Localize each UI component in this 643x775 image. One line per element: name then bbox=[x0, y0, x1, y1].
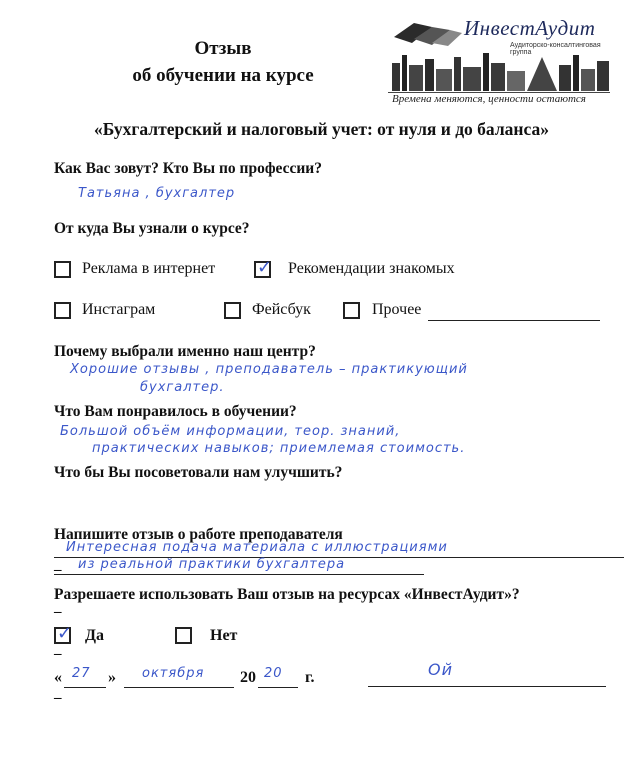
checkbox-instagram[interactable] bbox=[54, 302, 71, 319]
option-ads-label: Реклама в интернет bbox=[82, 260, 216, 277]
signature-line bbox=[368, 686, 606, 687]
other-input-line[interactable] bbox=[428, 320, 600, 321]
checkbox-ads[interactable] bbox=[54, 261, 71, 278]
question-why: Почему выбрали именно наш центр? bbox=[54, 343, 316, 360]
margin-dash: – bbox=[54, 646, 62, 662]
checkmark-icon: ✓ bbox=[257, 257, 273, 278]
signature: Ой bbox=[428, 660, 453, 679]
date-close-quote: » bbox=[108, 669, 116, 686]
checkbox-no[interactable] bbox=[175, 627, 192, 644]
option-friends-label: Рекомендации знакомых bbox=[288, 260, 455, 277]
checkbox-facebook[interactable] bbox=[224, 302, 241, 319]
checkbox-other[interactable] bbox=[343, 302, 360, 319]
title-line-1: Отзыв bbox=[194, 38, 252, 59]
date-year-line bbox=[258, 687, 298, 688]
answer-why-line-2: бухгалтер. bbox=[140, 380, 225, 395]
teacher-line-2 bbox=[54, 574, 424, 575]
margin-dash: – bbox=[54, 690, 62, 706]
logo-subtitle: Аудиторско-консалтинговая группа bbox=[510, 42, 601, 56]
option-yes-label: Да bbox=[85, 627, 105, 644]
date-day-line bbox=[64, 687, 106, 688]
question-teacher: Напишите отзыв о работе преподавателя bbox=[54, 526, 343, 543]
company-logo bbox=[388, 11, 618, 105]
date-year-end: г. bbox=[305, 669, 315, 686]
question-source: От куда Вы узнали о курсе? bbox=[54, 220, 250, 237]
checkbox-friends[interactable] bbox=[254, 257, 273, 278]
margin-dash: – bbox=[54, 604, 62, 620]
answer-teacher-line-2: из реальной практики бухгалтера bbox=[78, 557, 346, 572]
margin-dash: – bbox=[54, 562, 62, 578]
question-liked: Что Вам понравилось в обучении? bbox=[54, 403, 297, 420]
option-facebook-label: Фейсбук bbox=[252, 301, 311, 318]
checkmark-icon: ✓ bbox=[57, 623, 73, 644]
question-permission: Разрешаете использовать Ваш отзыв на ресурсах «ИнвестАудит»? bbox=[54, 586, 520, 603]
option-other-label: Прочее bbox=[372, 301, 422, 318]
date-year-suffix: 20 bbox=[264, 666, 283, 681]
title-line-2: об обучении на курсе bbox=[132, 65, 314, 86]
logo-name: ИнвестАудит bbox=[464, 16, 596, 40]
logo-slogan: Времена меняются, ценности остаются bbox=[392, 93, 586, 105]
date-month: октября bbox=[142, 666, 205, 681]
option-instagram-label: Инстаграм bbox=[82, 301, 156, 318]
date-day: 27 bbox=[72, 666, 91, 681]
question-name: Как Вас зовут? Кто Вы по профессии? bbox=[54, 160, 322, 177]
answer-why-line-1: Хорошие отзывы , преподаватель – практикующий bbox=[70, 362, 468, 377]
answer-name: Татьяна , бухгалтер bbox=[78, 186, 236, 201]
date-year-prefix: 20 bbox=[240, 669, 256, 686]
question-improve: Что бы Вы посоветовали нам улучшить? bbox=[54, 464, 343, 481]
date-month-line bbox=[124, 687, 234, 688]
city-skyline-icon bbox=[392, 51, 610, 91]
course-title: «Бухгалтерский и налоговый учет: от нуля и до баланса» bbox=[94, 119, 549, 139]
answer-teacher-line-1: Интересная подача материала с иллюстрациями bbox=[66, 540, 448, 555]
answer-liked-line-2: практических навыков; приемлемая стоимость. bbox=[92, 441, 466, 456]
logo-cubes-icon bbox=[392, 15, 464, 47]
date-open-quote: « bbox=[54, 669, 62, 686]
answer-liked-line-1: Большой объём информации, теор. знаний, bbox=[60, 424, 401, 439]
option-no-label: Нет bbox=[210, 627, 238, 644]
checkbox-yes[interactable] bbox=[54, 623, 73, 644]
